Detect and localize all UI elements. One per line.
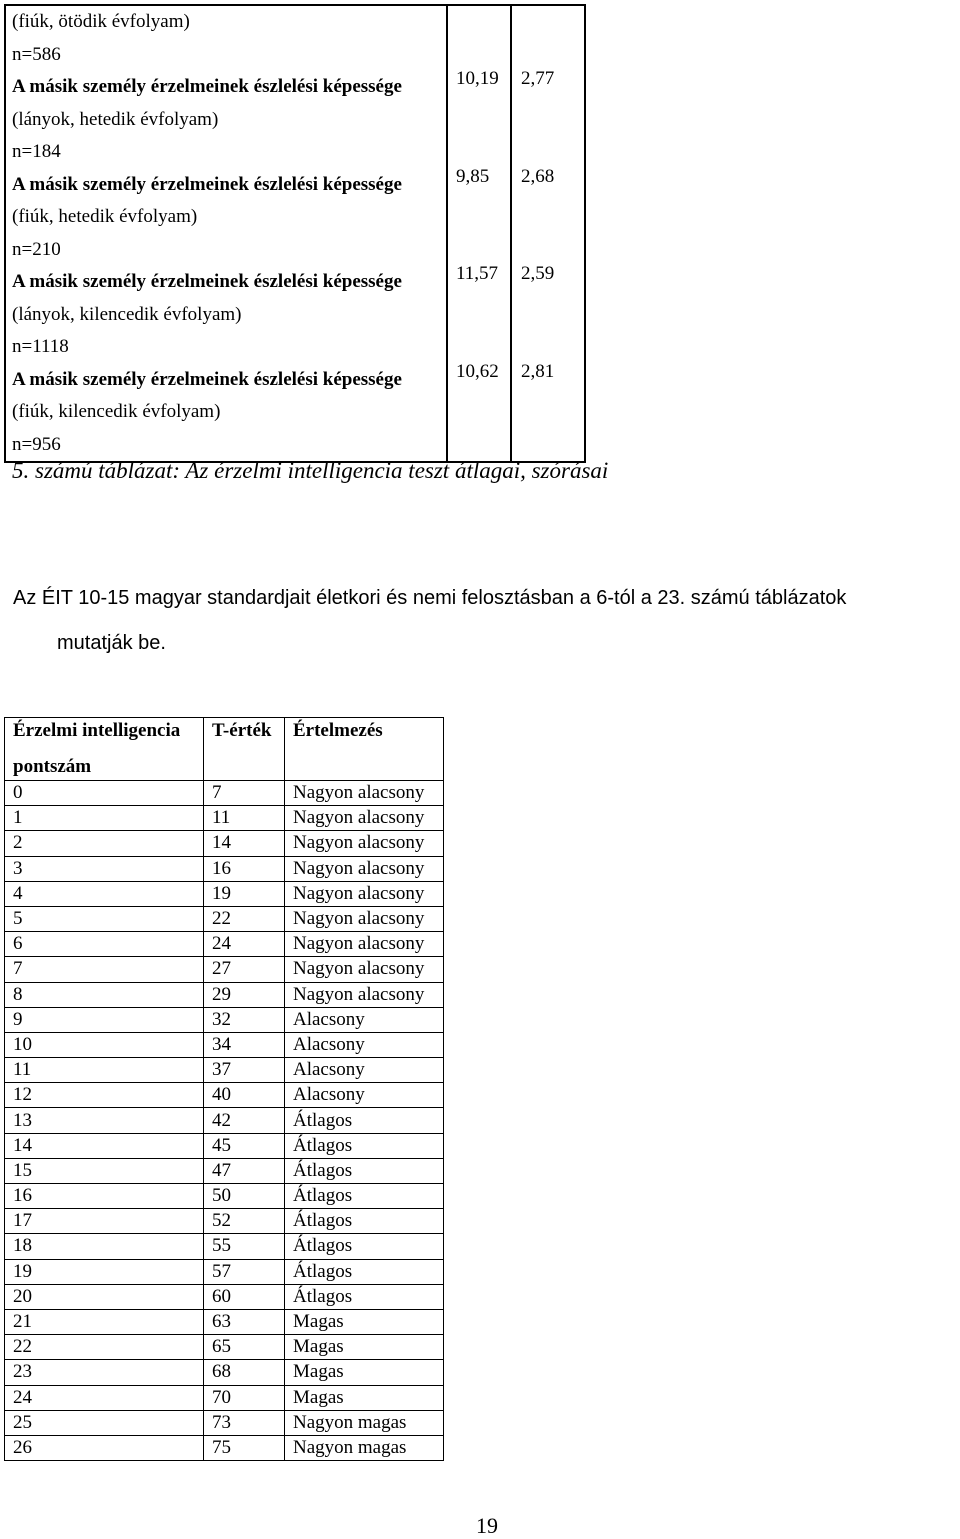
table-row xyxy=(5,982,444,1007)
table-row xyxy=(5,1083,444,1108)
header-t-value: T-érték xyxy=(204,718,285,781)
score-cell: 10 xyxy=(5,1032,204,1057)
interpretation-cell: Nagyon alacsony xyxy=(285,831,444,856)
score-cell: 6 xyxy=(5,932,204,957)
table-row xyxy=(5,1133,444,1158)
score-cell: 21 xyxy=(5,1309,204,1334)
interpretation-cell: Átlagos xyxy=(285,1259,444,1284)
table-row xyxy=(5,906,444,931)
sd-value: 2,81 xyxy=(521,361,555,382)
score-cell: 2 xyxy=(5,831,204,856)
interpretation-cell: Nagyon alacsony xyxy=(285,957,444,982)
table-row xyxy=(5,806,444,831)
table-row xyxy=(5,1209,444,1234)
score-cell: 5 xyxy=(5,906,204,931)
paragraph-line-2: mutatják be. xyxy=(57,632,166,654)
score-cell: 4 xyxy=(5,881,204,906)
norm-table-body xyxy=(5,781,444,1461)
interpretation-cell: Alacsony xyxy=(285,1007,444,1032)
score-cell: 0 xyxy=(5,781,204,806)
t-value-cell: 45 xyxy=(204,1133,285,1158)
table-row xyxy=(5,1309,444,1334)
t-value-cell: 68 xyxy=(204,1360,285,1385)
t-value-cell: 16 xyxy=(204,856,285,881)
table-row xyxy=(5,1259,444,1284)
score-cell: 19 xyxy=(5,1259,204,1284)
group-label: (fiúk, ötödik évfolyam) xyxy=(12,11,190,32)
interpretation-cell: Nagyon alacsony xyxy=(285,932,444,957)
score-cell: 11 xyxy=(5,1058,204,1083)
t-value-cell: 27 xyxy=(204,957,285,982)
interpretation-cell: Magas xyxy=(285,1309,444,1334)
score-cell: 24 xyxy=(5,1385,204,1410)
t-value-cell: 63 xyxy=(204,1309,285,1334)
sample-size: n=956 xyxy=(12,433,61,455)
score-cell: 16 xyxy=(5,1184,204,1209)
t-value-cell: 55 xyxy=(204,1234,285,1259)
t-value-cell: 65 xyxy=(204,1335,285,1360)
t-value-cell: 22 xyxy=(204,906,285,931)
mean-value: 9,85 xyxy=(456,166,490,187)
mean-value: 11,57 xyxy=(456,263,499,284)
header-score xyxy=(5,718,204,781)
score-cell: 9 xyxy=(5,1007,204,1032)
sd-value: 2,68 xyxy=(521,166,555,187)
score-cell: 22 xyxy=(5,1335,204,1360)
interpretation-cell: Átlagos xyxy=(285,1108,444,1133)
interpretation-cell: Alacsony xyxy=(285,1058,444,1083)
interpretation-cell: Átlagos xyxy=(285,1184,444,1209)
t-value-cell: 47 xyxy=(204,1158,285,1183)
table-row xyxy=(5,856,444,881)
score-cell: 20 xyxy=(5,1284,204,1309)
interpretation-cell: Magas xyxy=(285,1335,444,1360)
interpretation-cell: Nagyon alacsony xyxy=(285,881,444,906)
score-cell: 8 xyxy=(5,982,204,1007)
measure-label: A másik személy érzelmeinek észlelési képessége xyxy=(12,271,402,292)
t-value-cell: 11 xyxy=(204,806,285,831)
score-cell: 17 xyxy=(5,1209,204,1234)
interpretation-cell: Magas xyxy=(285,1360,444,1385)
interpretation-cell: Nagyon alacsony xyxy=(285,781,444,806)
group-label: (lányok, kilencedik évfolyam) xyxy=(12,303,242,325)
t-value-cell: 34 xyxy=(204,1032,285,1057)
sample-size: n=184 xyxy=(12,141,61,162)
table-row xyxy=(5,1108,444,1133)
interpretation-cell: Átlagos xyxy=(285,1284,444,1309)
paragraph-line-1: Az ÉIT 10-15 magyar standardjait életkori és nemi felosztásban a 6-tól a 23. számú táblázatok xyxy=(13,587,847,609)
t-value-cell: 29 xyxy=(204,982,285,1007)
group-label: (lányok, hetedik évfolyam) xyxy=(12,108,219,130)
t-value-cell: 24 xyxy=(204,932,285,957)
table-row xyxy=(5,1410,444,1435)
stats-label-column xyxy=(5,5,447,462)
interpretation-cell: Magas xyxy=(285,1385,444,1410)
measure-label: A másik személy érzelmeinek észlelési képessége xyxy=(12,368,402,390)
measure-label: A másik személy érzelmeinek észlelési képessége xyxy=(12,76,402,97)
score-cell: 18 xyxy=(5,1234,204,1259)
table-row xyxy=(5,1058,444,1083)
interpretation-cell: Nagyon alacsony xyxy=(285,856,444,881)
score-cell: 3 xyxy=(5,856,204,881)
group-label: (fiúk, hetedik évfolyam) xyxy=(12,206,198,227)
t-value-cell: 70 xyxy=(204,1385,285,1410)
t-value-cell: 40 xyxy=(204,1083,285,1108)
score-cell: 14 xyxy=(5,1133,204,1158)
table-row xyxy=(5,831,444,856)
score-cell: 12 xyxy=(5,1083,204,1108)
page-number: 19 xyxy=(476,1513,498,1538)
group-label: (fiúk, kilencedik évfolyam) xyxy=(12,401,221,422)
sd-value: 2,59 xyxy=(521,263,555,284)
sample-size: n=210 xyxy=(12,238,61,260)
score-cell: 23 xyxy=(5,1360,204,1385)
t-value-cell: 60 xyxy=(204,1284,285,1309)
table-row xyxy=(5,1284,444,1309)
t-value-cell: 14 xyxy=(204,831,285,856)
norm-table-header-row xyxy=(5,718,444,781)
interpretation-cell: Átlagos xyxy=(285,1158,444,1183)
t-value-cell: 32 xyxy=(204,1007,285,1032)
table-row xyxy=(5,1435,444,1460)
mean-value: 10,62 xyxy=(456,361,499,382)
header-score-line1: Érzelmi intelligencia xyxy=(13,720,181,741)
t-value-cell: 7 xyxy=(204,781,285,806)
table-caption: 5. számú táblázat: Az érzelmi intelligencia teszt átlagai, szórásai xyxy=(12,458,609,483)
norm-table xyxy=(4,717,444,1461)
sample-size: n=1118 xyxy=(12,336,69,357)
t-value-cell: 19 xyxy=(204,881,285,906)
score-cell: 1 xyxy=(5,806,204,831)
interpretation-cell: Nagyon magas xyxy=(285,1410,444,1435)
table-row xyxy=(5,1385,444,1410)
table-row xyxy=(5,1184,444,1209)
interpretation-cell: Nagyon magas xyxy=(285,1435,444,1460)
header-interpretation: Értelmezés xyxy=(285,718,444,781)
interpretation-cell: Átlagos xyxy=(285,1234,444,1259)
sd-value: 2,77 xyxy=(521,68,555,89)
measure-label: A másik személy érzelmeinek észlelési képessége xyxy=(12,173,402,195)
mean-value: 10,19 xyxy=(456,68,499,89)
table-row xyxy=(5,781,444,806)
interpretation-cell: Alacsony xyxy=(285,1083,444,1108)
interpretation-cell: Nagyon alacsony xyxy=(285,806,444,831)
table-row xyxy=(5,1335,444,1360)
table-row xyxy=(5,932,444,957)
t-value-cell: 50 xyxy=(204,1184,285,1209)
t-value-cell: 52 xyxy=(204,1209,285,1234)
t-value-cell: 42 xyxy=(204,1108,285,1133)
table-row xyxy=(5,881,444,906)
t-value-cell: 73 xyxy=(204,1410,285,1435)
table-row xyxy=(5,1360,444,1385)
table-row xyxy=(5,1234,444,1259)
score-cell: 15 xyxy=(5,1158,204,1183)
table-row xyxy=(5,1032,444,1057)
sample-size: n=586 xyxy=(12,43,61,65)
t-value-cell: 37 xyxy=(204,1058,285,1083)
interpretation-cell: Alacsony xyxy=(285,1032,444,1057)
table-row xyxy=(5,957,444,982)
header-score-line2: pontszám xyxy=(13,756,92,777)
table-row xyxy=(5,1007,444,1032)
score-cell: 13 xyxy=(5,1108,204,1133)
score-cell: 26 xyxy=(5,1435,204,1460)
t-value-cell: 57 xyxy=(204,1259,285,1284)
t-value-cell: 75 xyxy=(204,1435,285,1460)
score-cell: 25 xyxy=(5,1410,204,1435)
interpretation-cell: Nagyon alacsony xyxy=(285,982,444,1007)
interpretation-cell: Nagyon alacsony xyxy=(285,906,444,931)
table-row xyxy=(5,1158,444,1183)
interpretation-cell: Átlagos xyxy=(285,1133,444,1158)
interpretation-cell: Átlagos xyxy=(285,1209,444,1234)
score-cell: 7 xyxy=(5,957,204,982)
